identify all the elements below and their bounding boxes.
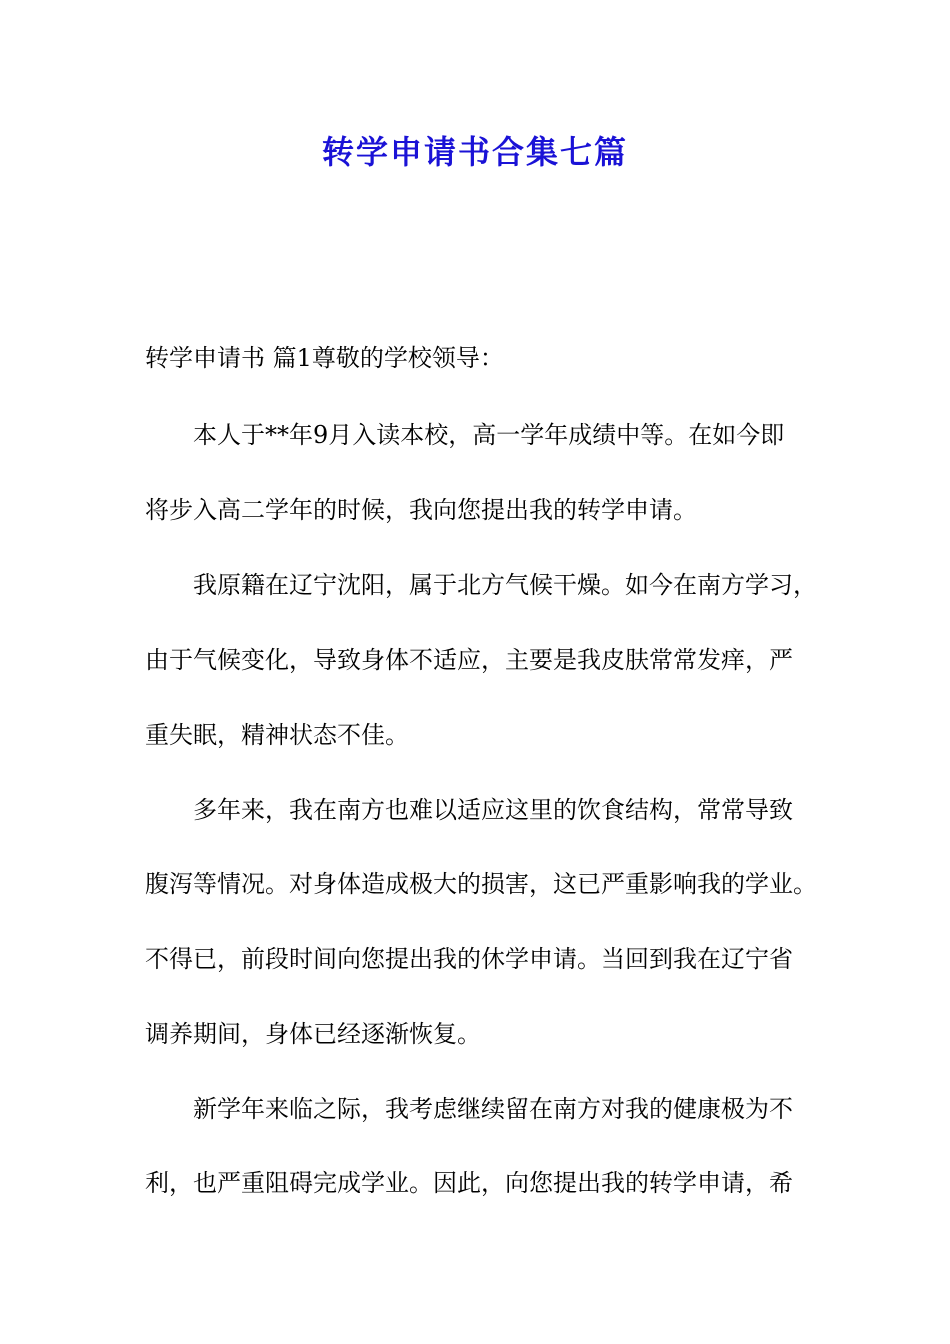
paragraph-line: 多年来，我在南方也难以适应这里的饮食结构，常常导致 <box>193 796 793 824</box>
paragraph-line: 本人于**年9月入读本校，高一学年成绩中等。在如今即 <box>193 421 785 449</box>
paragraph-line: 由于气候变化，导致身体不适应，主要是我皮肤常常发痒，严 <box>145 646 793 674</box>
document-title: 转学申请书合集七篇 <box>321 133 628 171</box>
paragraph-line: 调养期间，身体已经逐渐恢复。 <box>145 1020 481 1048</box>
paragraph-line: 新学年来临之际，我考虑继续留在南方对我的健康极为不 <box>193 1095 793 1123</box>
paragraph-line: 利，也严重阻碍完成学业。因此，向您提出我的转学申请，希 <box>145 1169 793 1197</box>
paragraph-line: 不得已，前段时间向您提出我的休学申请。当回到我在辽宁省 <box>145 945 793 973</box>
paragraph-line: 重失眠，精神状态不佳。 <box>145 721 409 749</box>
paragraph-line: 腹泻等情况。对身体造成极大的损害，这已严重影响我的学业。 <box>145 870 817 898</box>
salutation-line: 转学申请书 篇1尊敬的学校领导： <box>145 344 504 372</box>
paragraph-line: 将步入高二学年的时候，我向您提出我的转学申请。 <box>145 496 697 524</box>
paragraph-line: 我原籍在辽宁沈阳，属于北方气候干燥。如今在南方学习， <box>193 571 817 599</box>
